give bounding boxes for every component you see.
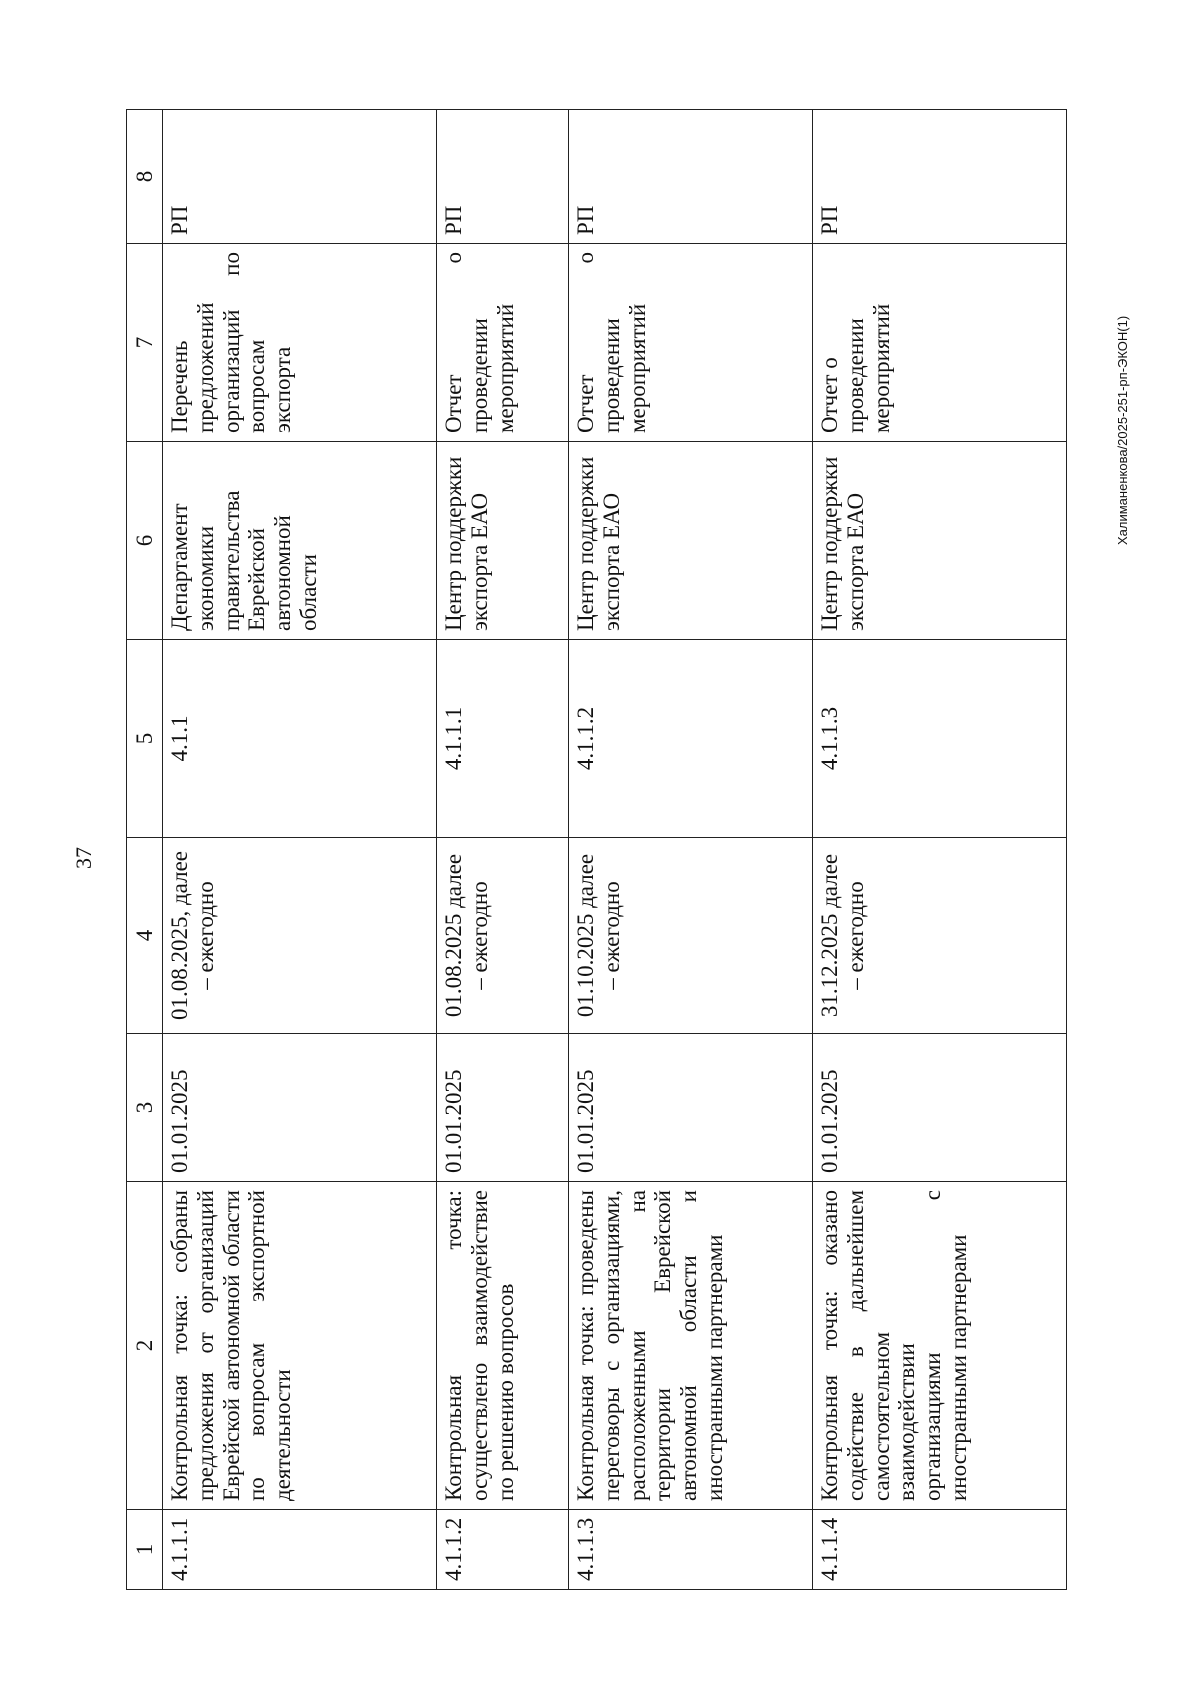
cell-document: Отчет о проведении мероприятий [813,244,1067,442]
cell-id: 4.1.1.3 [569,1510,813,1590]
cell-name: Контрольная точка: собраны предложения от организаций Еврейской автономной области по вопросам экспортной деятельности [163,1182,437,1510]
cell-level: РП [569,110,813,244]
cell-name: Контрольная точка: оказано содействие в дальнейшем самостоятельном взаимодействии организациями с иностранными партнерами [813,1182,1067,1510]
cell-end: 01.08.2025 далее – ежегодно [437,838,569,1034]
rotated-table-wrapper [126,110,1066,1590]
cell-name: Контрольная точка: осуществлено взаимодействие по решению вопросов [437,1182,569,1510]
cell-link: 4.1.1.3 [813,640,1067,838]
cell-document: Перечень предложений организаций по вопросам экспорта [163,244,437,442]
cell-start: 01.01.2025 [569,1034,813,1182]
cell-responsible: Центр поддержки экспорта ЕАО [569,442,813,640]
cell-start: 01.01.2025 [163,1034,437,1182]
cell-id: 4.1.1.4 [813,1510,1067,1590]
cell-responsible: Центр поддержки экспорта ЕАО [437,442,569,640]
cell-level: РП [437,110,569,244]
cell-link: 4.1.1.1 [437,640,569,838]
cell-name: Контрольная точка: проведены переговоры с организациями, расположенными на территории Еврейской автономной области и иностранными партнерами [569,1182,813,1510]
cell-start: 01.01.2025 [437,1034,569,1182]
cell-link: 4.1.1 [163,640,437,838]
table-row [163,110,437,1590]
column-number: 8 [127,110,163,244]
cell-end: 01.10.2025 далее – ежегодно [569,838,813,1034]
cell-level: РП [813,110,1067,244]
column-number: 3 [127,1034,163,1182]
cell-level: РП [163,110,437,244]
cell-responsible: Департамент экономики правительства Еврейской автономной области [163,442,437,640]
column-number: 2 [127,1182,163,1510]
table-row [569,110,813,1590]
cell-end: 01.08.2025, далее – ежегодно [163,838,437,1034]
column-number: 7 [127,244,163,442]
cell-responsible: Центр поддержки экспорта ЕАО [813,442,1067,640]
plan-table [126,109,1067,1590]
column-number-row [127,110,163,1590]
cell-link: 4.1.1.2 [569,640,813,838]
cell-id: 4.1.1.1 [163,1510,437,1590]
page-number: 37 [71,847,96,869]
cell-start: 01.01.2025 [813,1034,1067,1182]
document-footer-id: Халиманенкова/2025-251-рп-ЭКОН(1) [1115,315,1130,545]
column-number: 4 [127,838,163,1034]
cell-id: 4.1.1.2 [437,1510,569,1590]
column-number: 6 [127,442,163,640]
column-number: 1 [127,1510,163,1590]
cell-document: Отчет о проведении мероприятий [569,244,813,442]
table-row [437,110,569,1590]
cell-document: Отчет о проведении мероприятий [437,244,569,442]
cell-end: 31.12.2025 далее – ежегодно [813,838,1067,1034]
table-row [813,110,1067,1590]
column-number: 5 [127,640,163,838]
